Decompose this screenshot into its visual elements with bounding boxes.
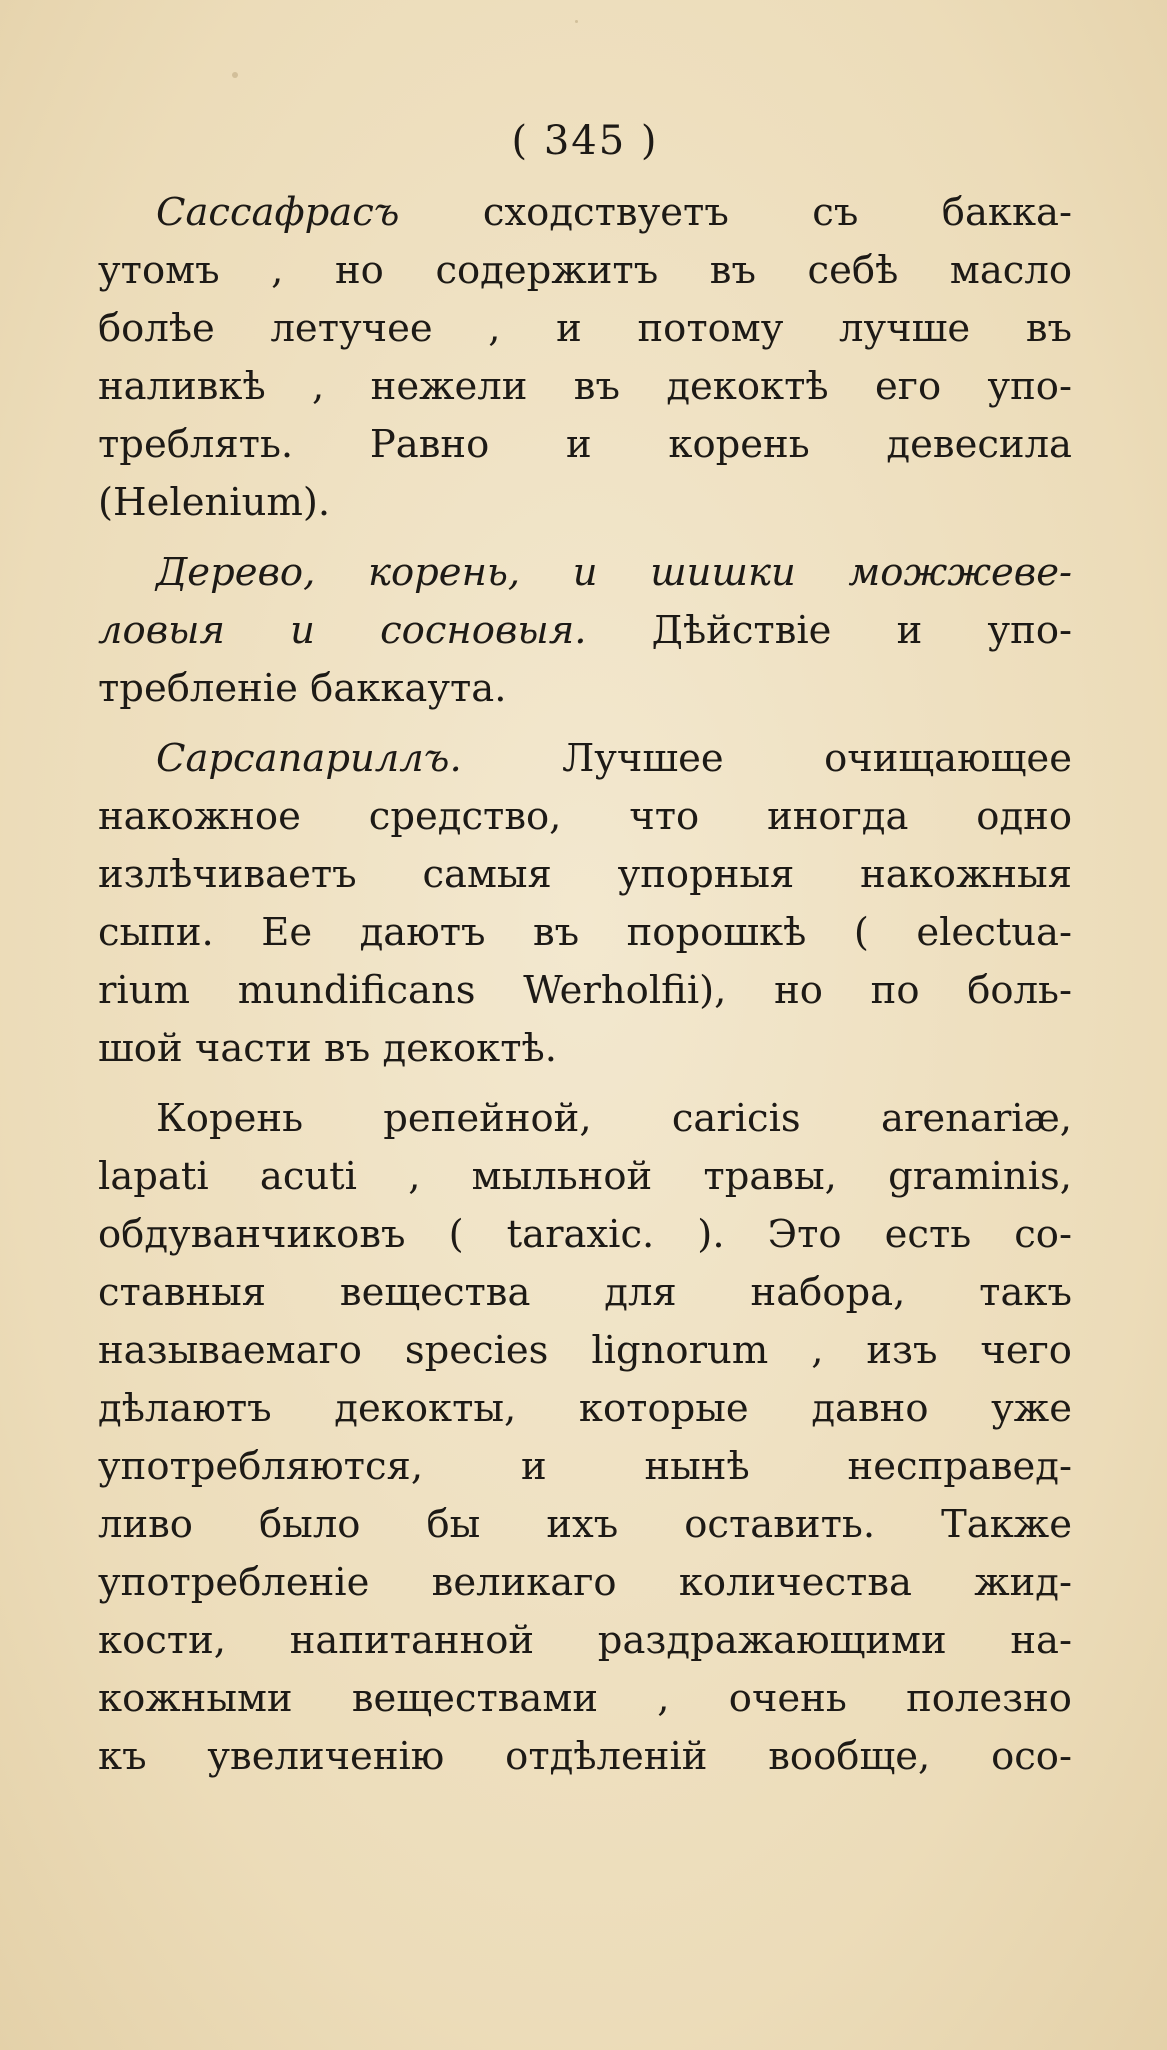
text-run: треблять. Равно и корень девесила xyxy=(98,422,1072,467)
text-run: Корень репейной, caricis arenariæ, xyxy=(156,1096,1072,1141)
text-run: Лучшее очищающее xyxy=(461,736,1072,781)
paragraph-sarsaparill xyxy=(98,730,1072,1078)
text-run: сходствуетъ съ бакка- xyxy=(399,190,1072,235)
text-line xyxy=(98,242,1072,300)
text-run: rium mundificans Werholfii), но по боль- xyxy=(98,968,1072,1013)
text-run: ставныя вещества для набора, такъ xyxy=(98,1270,1072,1315)
text-line xyxy=(98,730,1072,788)
text-run: lapati acuti , мыльной травы, graminis, xyxy=(98,1154,1072,1199)
text-run: накожное средство, что иногда одно xyxy=(98,794,1072,839)
text-run: употребляются, и нынѣ несправед- xyxy=(98,1444,1072,1489)
text-run: употребленiе великаго количества жид- xyxy=(98,1560,1072,1605)
text-line xyxy=(98,544,1072,602)
text-run: Дѣйствiе и упо- xyxy=(586,608,1073,653)
text-line xyxy=(98,416,1072,474)
text-line xyxy=(98,1090,1072,1148)
text-run: излѣчиваетъ самыя упорныя накожныя xyxy=(98,852,1072,897)
text-body xyxy=(98,184,1072,1786)
text-line xyxy=(98,1554,1072,1612)
text-line xyxy=(98,1728,1072,1786)
italic-term: Дерево, корень, и шишки можжеве- xyxy=(156,550,1072,595)
text-line xyxy=(98,1020,1072,1078)
text-run: ливо было бы ихъ оставить. Также xyxy=(98,1502,1072,1547)
paper-speck xyxy=(575,20,578,23)
text-run: шой части въ декоктѣ. xyxy=(98,1026,557,1071)
text-run: требленiе баккаута. xyxy=(98,666,507,711)
italic-term: Сассафрасъ xyxy=(156,190,400,235)
text-line xyxy=(98,788,1072,846)
text-line xyxy=(98,474,1072,532)
text-line xyxy=(98,1322,1072,1380)
text-line xyxy=(98,300,1072,358)
paragraph-sassafras xyxy=(98,184,1072,532)
text-line xyxy=(98,1206,1072,1264)
text-line xyxy=(98,1380,1072,1438)
text-run: называемаго species lignorum , изъ чего xyxy=(98,1328,1072,1373)
text-line xyxy=(98,962,1072,1020)
text-line xyxy=(98,1670,1072,1728)
text-line xyxy=(98,660,1072,718)
text-line xyxy=(98,358,1072,416)
italic-term: Сарсапариллъ. xyxy=(156,736,462,781)
text-line xyxy=(98,1438,1072,1496)
text-run: къ увеличенiю отдѣленiй вообще, осо- xyxy=(98,1734,1072,1779)
text-line xyxy=(98,1612,1072,1670)
text-line xyxy=(98,1264,1072,1322)
text-line xyxy=(98,1496,1072,1554)
paper-speck xyxy=(232,72,238,78)
text-line xyxy=(98,602,1072,660)
text-run: наливкѣ , нежели въ декоктѣ его упо- xyxy=(98,364,1072,409)
text-run: болѣе летучее , и потому лучше въ xyxy=(98,306,1072,351)
page-number: ( 345 ) xyxy=(511,118,659,164)
text-line xyxy=(98,184,1072,242)
text-line xyxy=(98,904,1072,962)
text-run: утомъ , но содержитъ въ себѣ масло xyxy=(98,248,1072,293)
text-line xyxy=(98,1148,1072,1206)
text-run: сыпи. Ее даютъ въ порошкѣ ( electua- xyxy=(98,910,1072,955)
text-run: кожными веществами , очень полезно xyxy=(98,1676,1072,1721)
text-run: кости, напитанной раздражающими на- xyxy=(98,1618,1072,1663)
text-run: обдуванчиковъ ( taraxic. ). Это есть со- xyxy=(98,1212,1072,1257)
text-run: (Helenium). xyxy=(98,480,331,525)
paragraph-derevo xyxy=(98,544,1072,718)
text-run: дѣлаютъ декокты, которые давно уже xyxy=(98,1386,1072,1431)
italic-term: ловыя и сосновыя. xyxy=(98,608,587,653)
paragraph-koren xyxy=(98,1090,1072,1786)
text-line xyxy=(98,846,1072,904)
